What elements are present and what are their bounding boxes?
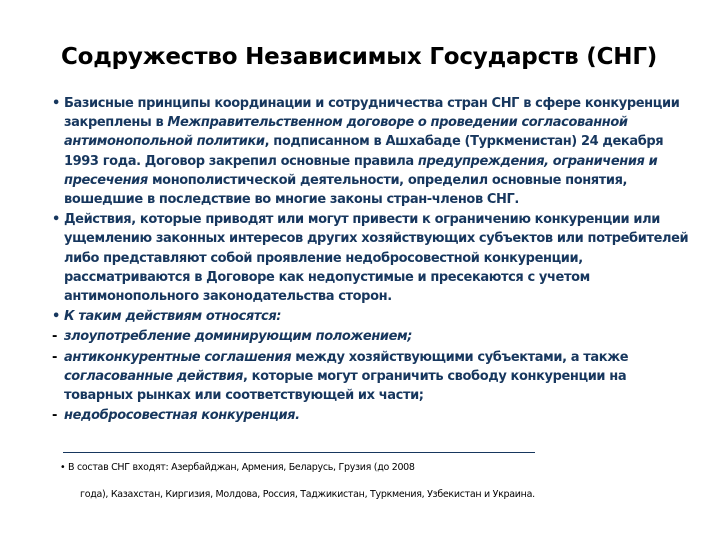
- footnote-line-2: года), Казахстан, Киргизия, Молдова, Россия, Таджикистан, Туркмения, Узбекистан и Украина.: [80, 489, 535, 500]
- anticompetitive-agreements: антиконкурентные соглашения: [64, 349, 292, 365]
- dash-marker: -: [52, 329, 57, 345]
- dash-marker: -: [52, 408, 57, 424]
- list-item-dominance: [52, 327, 692, 346]
- slide-title: Содружество Независимых Государств (СНГ): [61, 44, 658, 70]
- principles-text-2: , подписанном в Ашхабаде (Туркменистан) 24 декабря 1993 года. Договор закрепил основные правила: [64, 134, 664, 169]
- unfair-competition-text: недобросовестная конкуренция.: [64, 408, 300, 424]
- agreements-text-2: , которые могут ограничить свободу конкуренции на товарных рынках или соответствующей их части;: [64, 368, 627, 404]
- slide-body: [52, 94, 692, 426]
- principles-text-3: монополистической деятельности, определил основные понятия, вошедшие в последствие во многие законы стран-членов СНГ.: [64, 172, 628, 208]
- footnote-line-1: • В состав СНГ входят: Азербайджан, Армения, Беларусь, Грузия (до 2008: [60, 462, 415, 473]
- list-item-unfair-competition: [52, 406, 692, 425]
- dominance-text: злоупотребление доминирующим положением;: [64, 329, 413, 345]
- bullet-marker: •: [52, 309, 60, 325]
- footnote-separator: [63, 452, 535, 453]
- rules-emphasis: предупреждения, ограничения и пресечения: [64, 153, 658, 188]
- paragraph-such-actions: [52, 307, 692, 326]
- footnote: [60, 460, 700, 503]
- paragraph-principles: [52, 94, 692, 209]
- paragraph-actions: [52, 210, 692, 306]
- list-item-agreements: [52, 348, 692, 406]
- agreement-name: Межправительственном договоре о проведении согласованной антимонопольной политики: [64, 115, 628, 150]
- actions-text: Действия, которые приводят или могут привести к ограничению конкуренции или ущемлению законных интересов других хозяйствующих субъектов или потребителей либо представляют собой проявление недобросовестной конкуренции, рассматриваются в Договоре как недопустимые и пресекаются с учетом антимонопольного законодательства сторон.: [64, 212, 689, 305]
- principles-text: Базисные принципы координации и сотрудничества стран СНГ в сфере конкуренции закреплены в: [64, 96, 680, 131]
- dash-marker: -: [52, 349, 57, 365]
- agreements-text: между хозяйствующими субъектами, а также: [291, 349, 629, 365]
- bullet-marker: •: [52, 212, 60, 228]
- bullet-marker: •: [52, 96, 60, 111]
- such-actions-heading: К таким действиям относятся:: [64, 309, 282, 325]
- concerted-actions: согласованные действия: [64, 368, 243, 384]
